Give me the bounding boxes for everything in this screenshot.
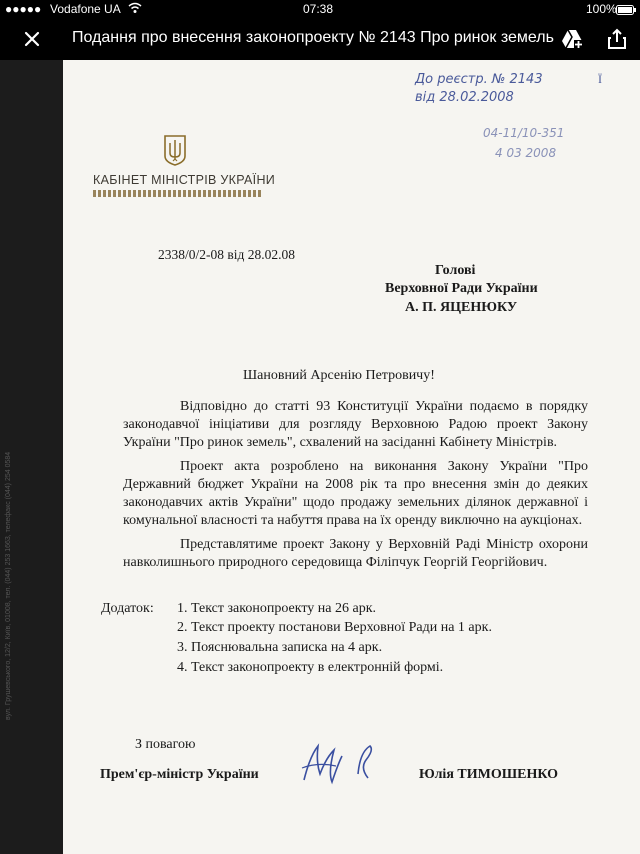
paragraph-2: Проект акта розроблено на виконання Закону України "Про Державний бюджет України на 2008 рік та про внесення змін до деяких законодавчих актів України" щодо продажу земельних ділянок державної і комунальної власності та набуття права на їх оренду виключно на аукціонах. [123,459,588,528]
signer-name: Юлія ТИМОШЕНКО [419,767,559,782]
trident-emblem-icon [163,134,187,171]
outgoing-reference: 2338/0/2-08 від 28.02.08 [158,247,295,262]
battery-percent: 100% [586,2,617,16]
attachment-item: 3. Пояснювальна записка на 4 арк. [177,640,383,655]
closing-phrase: З повагою [135,737,196,752]
ornament-divider [93,190,263,197]
paragraph-3: Представлятиме проект Закону у Верховній Раді Міністр охорони навколишнього природного середовища Філіпчук Георгій Георгійович. [123,537,588,570]
incoming-stamp-date: 4 03 2008 [495,146,557,160]
addressee-line-1: Голові [435,263,476,278]
wifi-icon [128,2,142,17]
document-toolbar [0,18,640,60]
handwritten-registration-number: До реєстр. № 2143 [415,72,543,87]
signal-strength-icon: ●●●●● [5,2,42,16]
share-icon[interactable] [605,27,629,51]
paragraph-1: Відповідно до статті 93 Конституції України подаємо в порядку законодавчої ініціативи для розгляду Верховною Радою проект Закону України "Про ринок земель", схвалений на засіданні Кабінету Міністрів. [123,399,588,450]
handwritten-registration-date: від 28.02.2008 [415,90,514,105]
incoming-stamp-number: 04-11/10-351 [483,126,565,140]
close-icon[interactable] [20,27,44,51]
attachments-label: Додаток: [101,601,154,616]
drive-add-icon[interactable] [560,27,584,51]
addressee-line-2: Верховної Ради України [385,281,538,296]
handwritten-mark-icon: Ї [598,72,602,86]
document-page [5,60,640,854]
side-contact-info: вул. Грушевського, 12/2, Київ, 01008, тел. (044) 253 1663, телефакс (044) 254 0584 [5,451,12,720]
battery-icon [616,4,636,18]
addressee-line-3: А. П. ЯЦЕНЮКУ [405,300,518,315]
attachment-item: 4. Текст законопроекту в електронній формі. [177,660,444,675]
clock: 07:38 [303,2,334,16]
attachment-item: 2. Текст проекту постанови Верховної Ради на 1 арк. [177,620,492,635]
org-name: КАБІНЕТ МІНІСТРІВ УКРАЇНИ [93,173,276,187]
carrier-label: Vodafone UA [50,2,121,16]
signature-icon [298,738,398,795]
attachment-item: 1. Текст законопроекту на 26 арк. [177,601,376,616]
status-bar [0,0,640,18]
document-title: Подання про внесення законопроекту № 2143 Про ринок земель [72,29,554,46]
signer-title: Прем'єр-міністр України [100,767,259,782]
greeting: Шановний Арсенію Петровичу! [243,368,435,383]
